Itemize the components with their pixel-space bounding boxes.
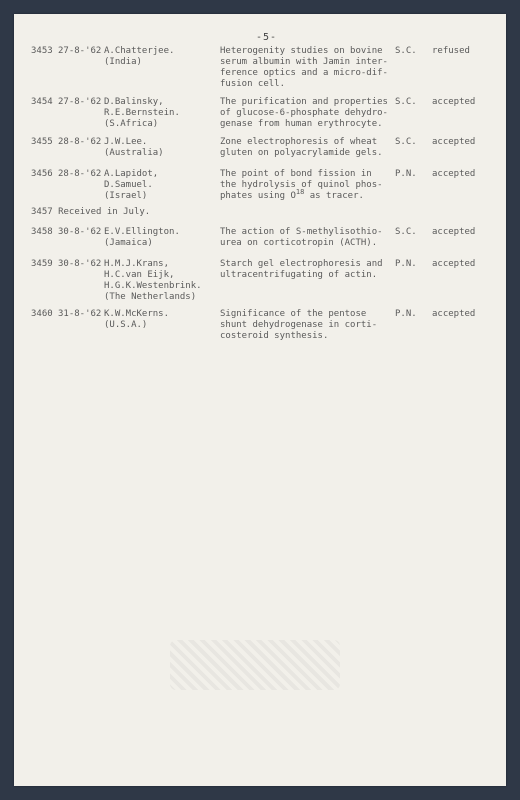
author-line: (The Netherlands) xyxy=(104,292,197,302)
title-line: the hydrolysis of quinol phos- xyxy=(220,180,383,190)
title-line: Zone electrophoresis of wheat xyxy=(220,137,378,147)
title-line xyxy=(220,188,383,202)
title-line: ference optics and a micro-dif- xyxy=(220,68,388,78)
author-line: (Australia) xyxy=(104,148,164,158)
entry-authors xyxy=(104,227,180,249)
entry-authors xyxy=(104,169,158,202)
author-line: E.V.Ellington. xyxy=(104,227,180,237)
author-line: D.Samuel. xyxy=(104,180,153,190)
entry-authors xyxy=(104,309,169,331)
title-line: shunt dehydrogenase in corti- xyxy=(220,320,378,330)
entry-date: 30-8-'62 xyxy=(58,227,102,237)
entry-kind: P.N. xyxy=(395,169,417,179)
entry-number: 3453 xyxy=(31,46,53,56)
author-line: A.Chatterjee. xyxy=(104,46,175,56)
author-line: J.W.Lee. xyxy=(104,137,148,147)
entry-status: refused xyxy=(432,46,470,56)
title-text: as tracer. xyxy=(304,191,364,201)
entry-number: 3459 xyxy=(31,259,53,269)
entry-title xyxy=(220,227,383,249)
entry-title xyxy=(220,259,383,281)
title-text: phates using O xyxy=(220,191,296,201)
entry-date: 28-8-'62 xyxy=(58,137,102,147)
title-line: urea on corticotropin (ACTH). xyxy=(220,238,378,248)
title-line: Starch gel electrophoresis and xyxy=(220,259,383,269)
entry-authors xyxy=(104,46,174,68)
entry-status: accepted xyxy=(432,259,476,269)
title-line: gluten on polyacrylamide gels. xyxy=(220,148,383,158)
entry-status: accepted xyxy=(432,227,476,237)
title-line: genase from human erythrocyte. xyxy=(220,119,383,129)
title-line: The purification and properties xyxy=(220,97,388,107)
author-line: (Israel) xyxy=(104,191,148,201)
entry-kind: P.N. xyxy=(395,259,417,269)
entry-date: 27-8-'62 xyxy=(58,97,102,107)
entry-kind: S.C. xyxy=(395,46,417,56)
entry-authors xyxy=(104,259,202,303)
author-line: H.G.K.Westenbrink. xyxy=(104,281,202,291)
entry-date: 28-8-'62 xyxy=(58,169,102,179)
entry-number: 3460 xyxy=(31,309,53,319)
entry-kind: S.C. xyxy=(395,227,417,237)
entry-kind: S.C. xyxy=(395,97,417,107)
title-line: Heterogenity studies on bovine xyxy=(220,46,383,56)
page-number: -5- xyxy=(256,32,278,43)
author-line: H.M.J.Krans, xyxy=(104,259,170,269)
entry-title xyxy=(220,46,388,90)
author-line: R.E.Bernstein. xyxy=(104,108,180,118)
author-line: D.Balinsky, xyxy=(104,97,164,107)
entry-status: accepted xyxy=(432,309,476,319)
entry-number: 3454 xyxy=(31,97,53,107)
entry-date: 27-8-'62 xyxy=(58,46,102,56)
entry-title xyxy=(220,137,383,159)
paper-watermark xyxy=(170,640,340,690)
title-line: Significance of the pentose xyxy=(220,309,367,319)
entry-authors xyxy=(104,137,164,159)
entry-authors xyxy=(104,97,180,130)
author-line: (U.S.A.) xyxy=(104,320,148,330)
entry-title xyxy=(220,97,388,130)
author-line: (India) xyxy=(104,57,142,67)
entry-date: 30-8-'62 xyxy=(58,259,102,269)
title-line: fusion cell. xyxy=(220,79,286,89)
entry-number: 3458 xyxy=(31,227,53,237)
entry-title xyxy=(220,169,383,202)
received-note: 3457 Received in July. xyxy=(31,207,151,217)
author-line: (Jamaica) xyxy=(104,238,153,248)
author-line: A.Lapidot, xyxy=(104,169,159,179)
title-line: serum albumin with Jamin inter- xyxy=(220,57,388,67)
title-line: The point of bond fission in xyxy=(220,169,372,179)
author-line: K.W.McKerns. xyxy=(104,309,170,319)
entry-kind: P.N. xyxy=(395,309,417,319)
entry-kind: S.C. xyxy=(395,137,417,147)
entry-number: 3456 xyxy=(31,169,53,179)
entry-status: accepted xyxy=(432,97,476,107)
title-line: of glucose-6-phosphate dehydro- xyxy=(220,108,388,118)
entry-number: 3455 xyxy=(31,137,53,147)
entry-status: accepted xyxy=(432,137,476,147)
author-line: H.C.van Eijk, xyxy=(104,270,175,280)
superscript: 18 xyxy=(295,188,305,196)
title-line: costeroid synthesis. xyxy=(220,331,329,341)
title-line: ultracentrifugating of actin. xyxy=(220,270,378,280)
author-line: (S.Africa) xyxy=(104,119,159,129)
entry-date: 31-8-'62 xyxy=(58,309,102,319)
entry-status: accepted xyxy=(432,169,476,179)
entry-title xyxy=(220,309,377,342)
title-line: The action of S-methylisothio- xyxy=(220,227,383,237)
